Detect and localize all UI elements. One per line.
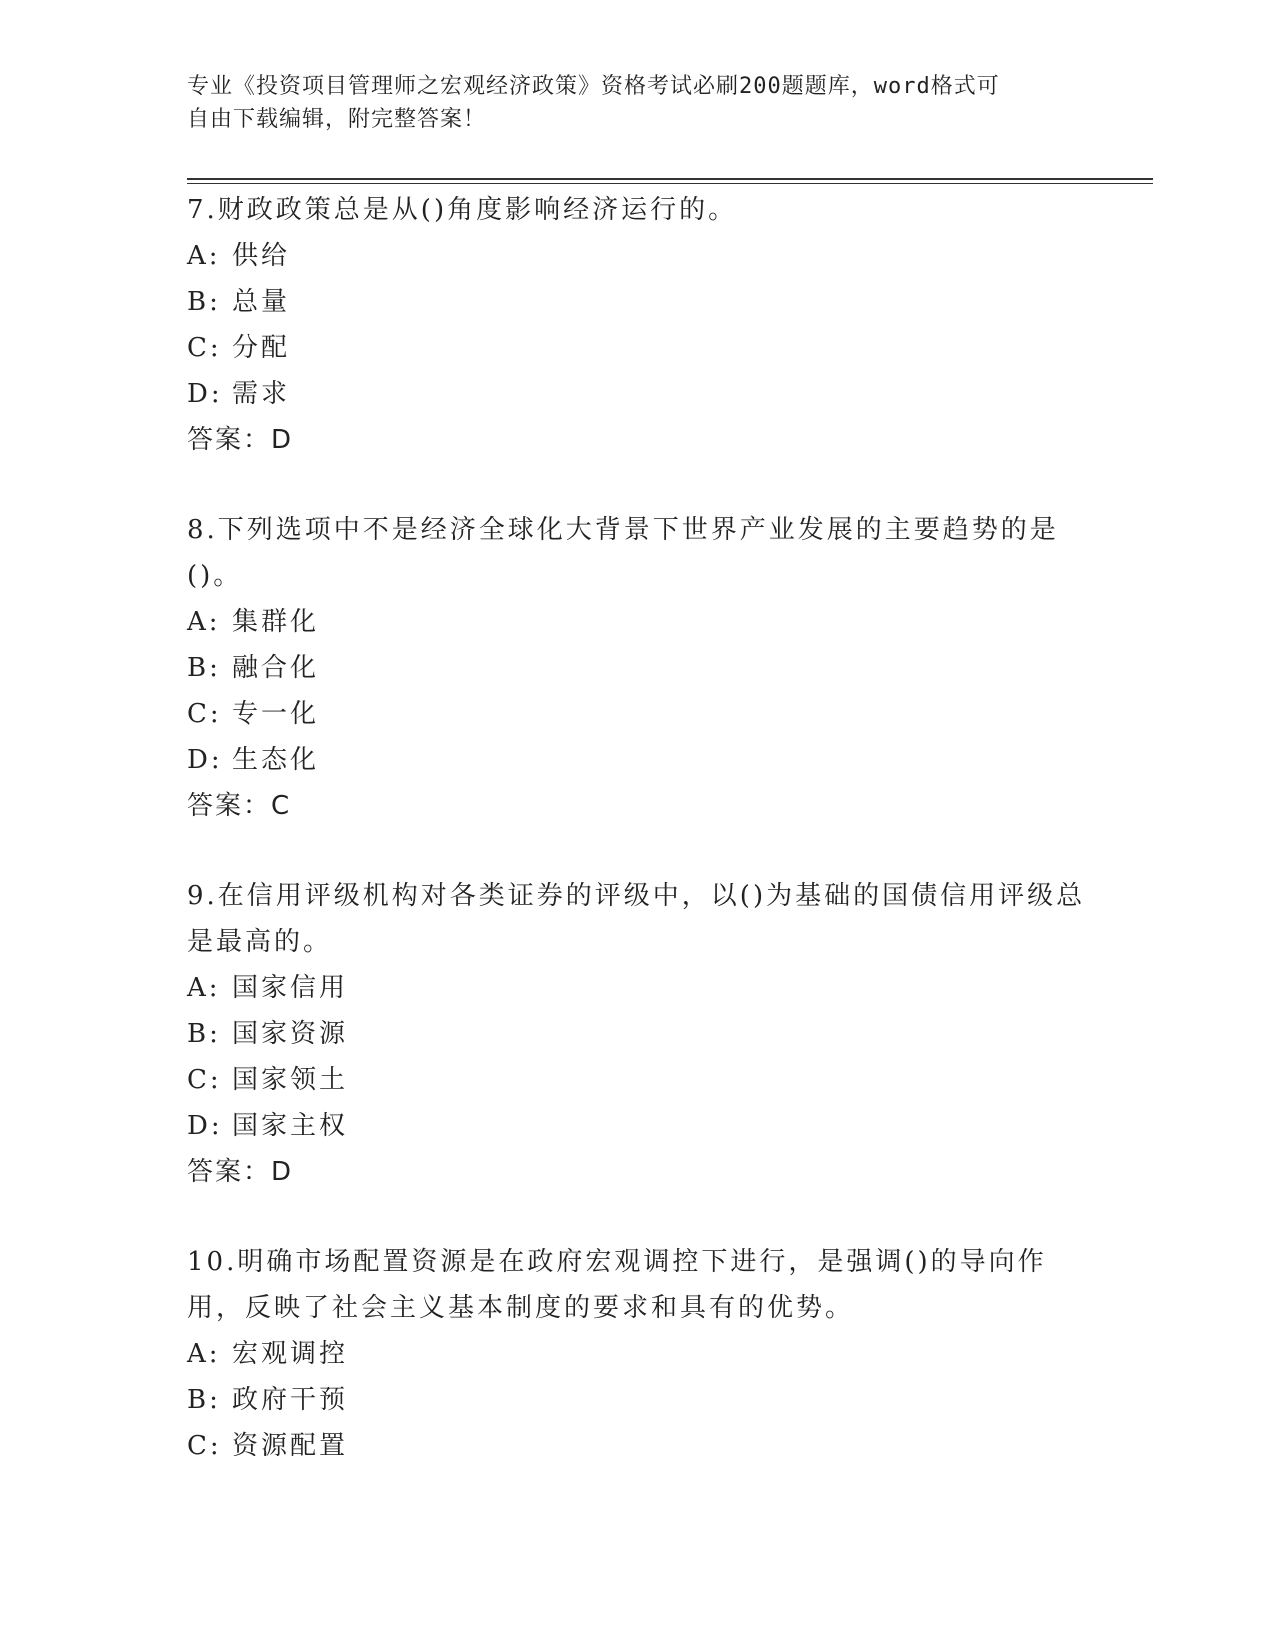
option-text: 融合化 — [232, 653, 320, 683]
question-text: 7.财政政策总是从()角度影响经济运行的。 — [187, 195, 738, 225]
answer-line: 答案：D — [187, 1157, 294, 1187]
option-text: 供给 — [232, 241, 291, 271]
option-text: 需求 — [232, 379, 291, 409]
question-8 — [187, 507, 1087, 829]
option-b — [187, 1377, 1087, 1423]
option-letter: A: — [187, 973, 221, 1003]
option-c — [187, 325, 1087, 371]
option-letter: D: — [187, 745, 223, 775]
option-letter: C: — [187, 1065, 222, 1095]
option-text: 国家信用 — [232, 973, 349, 1003]
header-line-1: 专业《投资项目管理师之宏观经济政策》资格考试必刷200题题库，word格式可 — [187, 74, 1000, 99]
option-a — [187, 599, 1087, 645]
question-list — [187, 187, 1087, 1513]
option-text: 政府干预 — [232, 1385, 349, 1415]
question-9 — [187, 873, 1087, 1195]
option-text: 分配 — [232, 333, 291, 363]
option-text: 生态化 — [232, 745, 320, 775]
header-divider-thin — [187, 183, 1153, 184]
option-text: 集群化 — [232, 607, 320, 637]
option-text: 国家主权 — [232, 1111, 349, 1141]
option-text: 总量 — [232, 287, 291, 317]
option-text: 国家领土 — [232, 1065, 349, 1095]
option-letter: D: — [187, 379, 223, 409]
option-c — [187, 691, 1087, 737]
header-line-2: 自由下载编辑，附完整答案！ — [187, 107, 487, 132]
option-letter: A: — [187, 607, 221, 637]
option-b — [187, 645, 1087, 691]
question-text: 8.下列选项中不是经济全球化大背景下世界产业发展的主要趋势的是()。 — [187, 515, 1059, 591]
option-letter: B: — [187, 653, 221, 683]
option-text: 资源配置 — [232, 1431, 349, 1461]
option-letter: C: — [187, 699, 222, 729]
option-b — [187, 279, 1087, 325]
option-letter: A: — [187, 241, 221, 271]
option-text: 宏观调控 — [232, 1339, 349, 1369]
option-letter: B: — [187, 1385, 221, 1415]
option-c — [187, 1423, 1087, 1469]
option-letter: A: — [187, 1339, 221, 1369]
option-b — [187, 1011, 1087, 1057]
document-header — [187, 70, 1067, 136]
option-letter: C: — [187, 333, 222, 363]
option-letter: D: — [187, 1111, 223, 1141]
option-a — [187, 233, 1087, 279]
option-d — [187, 1103, 1087, 1149]
option-text: 国家资源 — [232, 1019, 349, 1049]
answer-line: 答案：D — [187, 425, 294, 455]
option-a — [187, 965, 1087, 1011]
option-d — [187, 371, 1087, 417]
option-a — [187, 1331, 1087, 1377]
option-letter: B: — [187, 287, 221, 317]
option-d — [187, 737, 1087, 783]
option-letter: B: — [187, 1019, 221, 1049]
question-text: 9.在信用评级机构对各类证券的评级中，以()为基础的国债信用评级总是最高的。 — [187, 881, 1086, 957]
question-text: 10.明确市场配置资源是在政府宏观调控下进行，是强调()的导向作用，反映了社会主义基本制度的要求和具有的优势。 — [187, 1247, 1047, 1323]
option-c — [187, 1057, 1087, 1103]
header-divider-thick — [187, 178, 1153, 180]
option-text: 专一化 — [232, 699, 320, 729]
question-10 — [187, 1239, 1087, 1469]
question-7 — [187, 187, 1087, 463]
answer-line: 答案：C — [187, 791, 292, 821]
option-letter: C: — [187, 1431, 222, 1461]
